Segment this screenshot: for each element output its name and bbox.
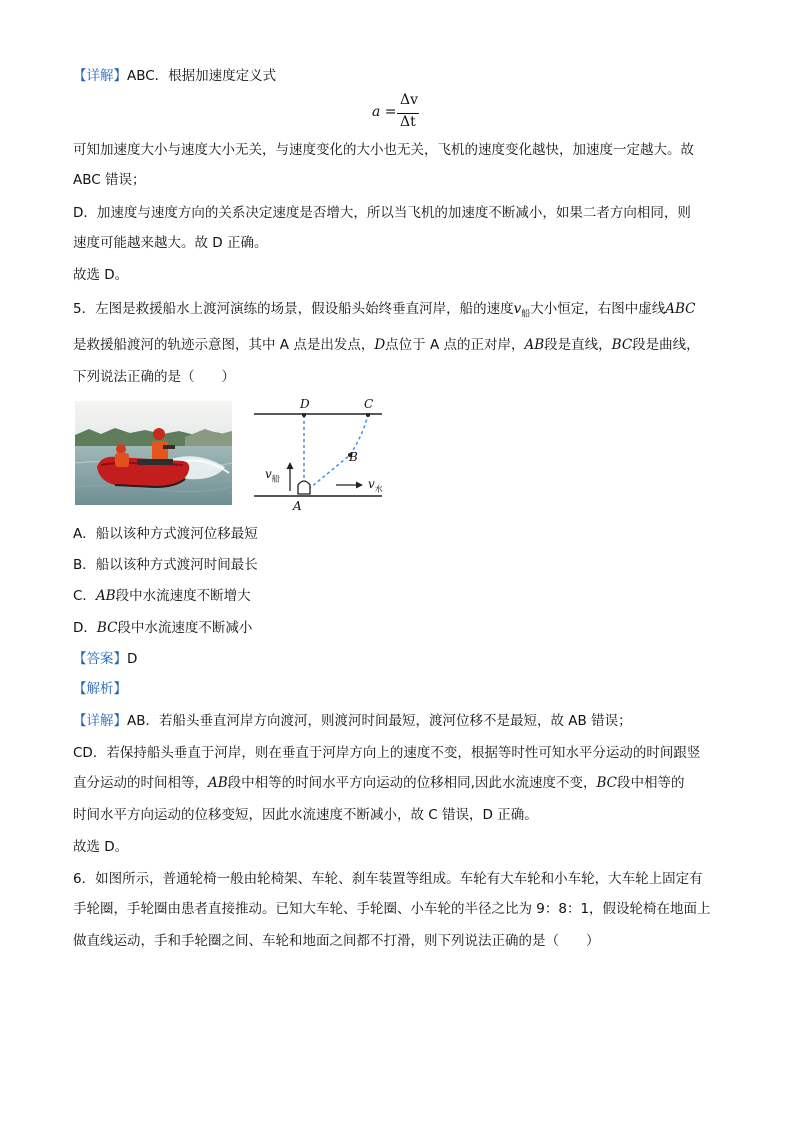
abc-symbol: ABC [665,301,696,317]
v-subscript: 船 [521,309,531,320]
bc-symbol: BC [596,775,617,791]
text-line: ABC 错误； [73,172,146,188]
label-a: A [293,499,302,513]
answer-tag: 【答案】 [73,651,127,667]
text-line: 可知加速度大小与速度大小无关，与速度变化的大小也无关，飞机的速度变化越快，加速度一定越大。故 [73,142,694,158]
v-boat-symbol: v [265,467,272,481]
detail-text: 直分运动的时间相等， [73,775,208,791]
q5-text: 点位于 A 点的正对岸， [385,337,525,353]
question-6-line-3: 做直线运动，手和手轮圈之间、车轮和地面之间都不打滑，则下列说法正确的是（ ） [73,933,600,949]
answer-line [73,649,137,669]
label-v-water [368,477,383,494]
formula-lhs: a = [372,104,397,120]
question-5-line-2 [73,335,700,355]
detail-line-1 [73,711,632,731]
question-5-line-1 [73,299,696,325]
detail-tag: 【详解】 [73,68,127,84]
d-symbol: D [374,337,386,353]
option-d [73,618,252,638]
formula-numerator: Δv [400,92,419,108]
answer-value: D [127,651,138,667]
river-crossing-diagram [248,397,394,515]
detail-line-2: CD．若保持船头垂直于河岸，则在垂直于河岸方向上的速度不变，根据等时性可知水平分运动的时间跟竖 [73,745,701,761]
detail-line-3 [73,773,684,793]
q5-text: 是救援船渡河的轨迹示意图，其中 A 点是出发点， [73,337,375,353]
label-b: B [349,450,358,464]
q5-text: 段是曲线， [632,337,700,353]
detail-tag: 【详解】 [73,713,127,729]
v-symbol: v [513,301,522,317]
question-6-line-1: 6．如图所示，普通轮椅一般由轮椅架、车轮、刹车装置等组成。车轮有大车轮和小车轮，大车轮上固定有 [73,871,703,887]
label-v-boat [265,467,280,484]
v-water-symbol: v [368,477,375,491]
ab-symbol: AB [208,775,228,791]
q5-text: 5．左图是救援船水上渡河演练的场景，假设船头始终垂直河岸，船的速度 [73,301,514,317]
detail-text: ABC．根据加速度定义式 [127,68,277,84]
detail-text: AB．若船头垂直河岸方向渡河，则渡河时间最短，渡河位移不是最短，故 AB 错误； [127,713,632,729]
detail-line-5: 故选 D。 [73,839,129,855]
option-b: B．船以该种方式渡河时间最长 [73,557,258,573]
option-d-text: 段中水流速度不断减小 [117,620,253,636]
question-6-line-2: 手轮圈，手轮圈由患者直接推动。已知大车轮、手轮圈、小车轮的半径之比为 9：8：1，假设轮椅在地面上 [73,901,711,917]
rescue-boat-photo [75,401,232,505]
label-d: D [300,397,310,411]
q5-text: 大小恒定，右图中虚线 [530,301,666,317]
detail-text: 段中相等的 [616,775,685,791]
v-boat-subscript: 船 [271,474,280,484]
analysis-tag: 【解析】 [73,681,127,697]
label-c: C [364,397,374,411]
acceleration-formula [372,92,422,134]
q5-text: 段是直线， [544,337,612,353]
question-5-line-3: 下列说法正确的是（ ） [73,369,235,385]
bc-symbol: BC [96,620,118,636]
option-c-text: 段中水流速度不断增大 [115,588,251,604]
ab-symbol: AB [524,337,545,353]
bc-symbol: BC [611,337,633,353]
formula-denominator: Δt [400,114,416,130]
text-line: 速度可能越来越大。故 D 正确。 [73,235,268,251]
v-water-subscript: 水 [374,484,383,494]
text-line: D．加速度与速度方向的关系决定速度是否增大，所以当飞机的加速度不断减小，如果二者方向相同，则 [73,205,691,221]
option-a: A．船以该种方式渡河位移最短 [73,526,258,542]
option-c-prefix: C． [73,588,96,604]
option-d-prefix: D． [73,620,97,636]
option-c [73,586,251,606]
ab-symbol: AB [95,588,116,604]
detail-line-1 [73,66,276,86]
detail-line-4: 时间水平方向运动的位移变短，因此水流速度不断减小，故 C 错误，D 正确。 [73,807,538,823]
text-line: 故选 D。 [73,267,129,283]
detail-text: 段中相等的时间水平方向运动的位移相同,因此水流速度不变， [227,775,597,791]
